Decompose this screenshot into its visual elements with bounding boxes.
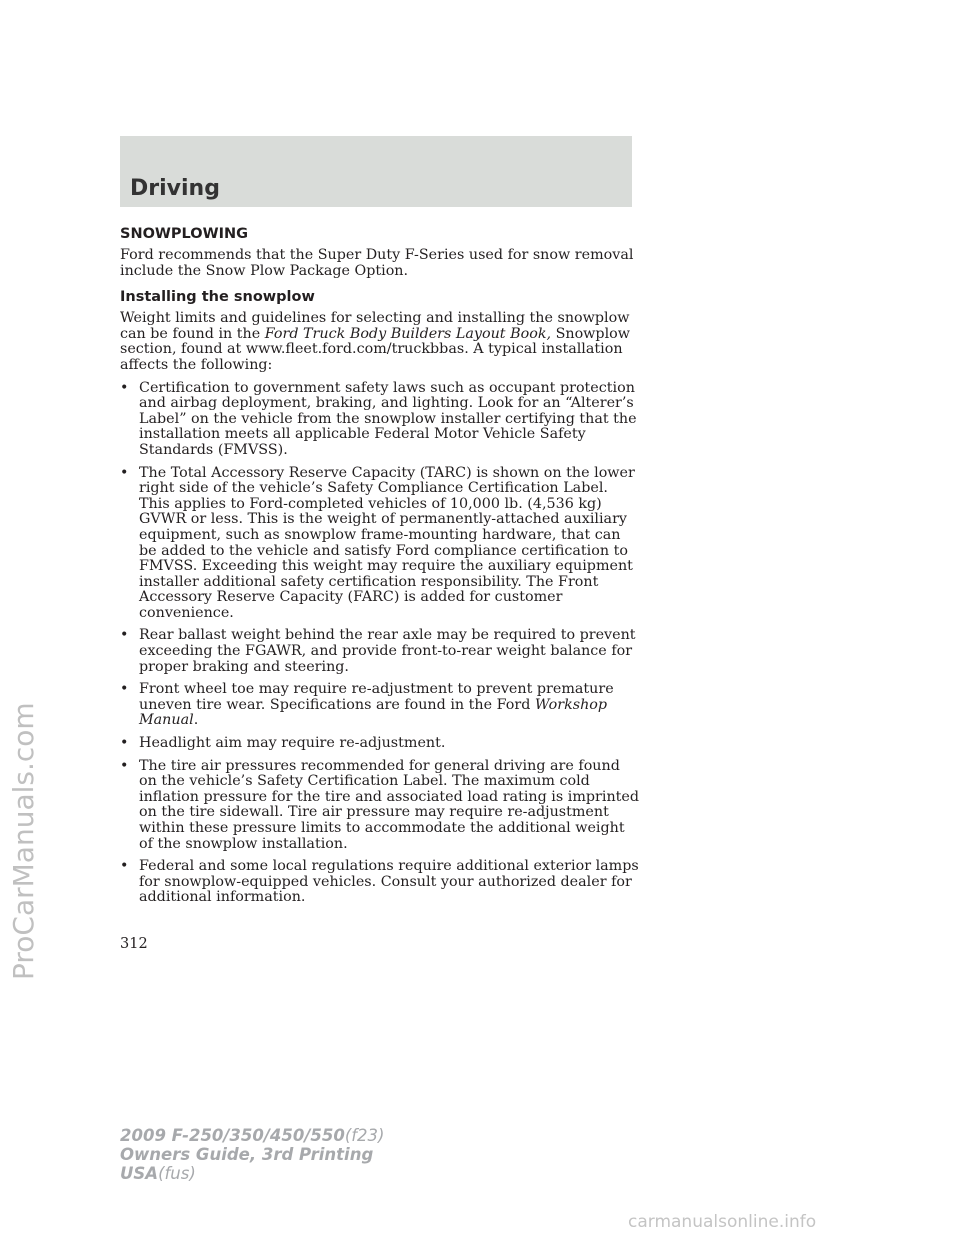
side-watermark: ProCarManuals.com [7, 702, 40, 980]
footer-region-line [120, 1164, 385, 1183]
footer-model: 2009 F-250/350/450/550 [120, 1126, 345, 1145]
bullet-icon: • [120, 858, 129, 875]
list-item [120, 759, 640, 853]
bullet-icon: • [120, 464, 129, 481]
list-item-text: The Total Accessory Reserve Capacity (TARC) is shown on the lower right side of the vehicle’s Safety Compliance Certification Label. This applies to Ford-completed vehicles of 10,000 lb. (4,536 kg) GVWR or less. This is the weight of permanently-attached auxiliary equipment, such as snowplow frame-mounting hardware, that can be added to the vehicle and satisfy Ford compliance certification to FMVSS. Exceeding this weight may require the auxiliary equipment installer additional safety certification responsibility. The Front Accessory Reserve Capacity (FARC) is added for customer convenience. [139, 464, 635, 621]
list-item-text: Federal and some local regulations require additional exterior lamps for snowplow-equipped vehicles. Consult your authorized dealer for additional information. [139, 858, 639, 906]
bullet-icon: • [120, 681, 129, 698]
list-item-text: Certification to government safety laws such as occupant protection and airbag deployment, braking, and lighting. Look for an “Alterer’s Label” on the vehicle from the snowplow installer certifying that the installation meets all applicable Federal Motor Vehicle Safety Standards (FMVSS). [139, 379, 637, 458]
list-item [120, 466, 640, 622]
install-text-start: Weight limits and guidelines for selecting and installing the snowplow can be found in the [120, 310, 630, 342]
footer-model-line [120, 1126, 385, 1145]
list-item-text: Front wheel toe may require re-adjustment to prevent premature uneven tire wear. Specifications are found in the Ford [139, 681, 614, 713]
list-item-text: Headlight aim may require re-adjustment. [139, 735, 446, 752]
book-reference: Ford Truck Body Builders Layout Book, [264, 325, 552, 342]
footer-model-code: (f23) [344, 1126, 385, 1145]
requirements-list [120, 381, 640, 906]
bullet-icon: • [120, 757, 129, 774]
list-item [120, 859, 640, 906]
install-paragraph [120, 311, 640, 373]
list-item [120, 381, 640, 459]
bullet-icon: • [120, 627, 129, 644]
list-item-text: Rear ballast weight behind the rear axle may be required to prevent exceeding the FGAWR, and provide front-to-rear weight balance for proper braking and steering. [139, 627, 636, 675]
manual-reference: Workshop Manual [139, 696, 608, 729]
chapter-title: Driving [130, 176, 220, 201]
intro-paragraph: Ford recommends that the Super Duty F-Series used for snow removal include the Snow Plow Package Option. [120, 247, 634, 279]
list-item [120, 628, 640, 675]
page-content [120, 220, 640, 906]
bullet-icon: • [120, 379, 129, 396]
footer-region: USA [120, 1164, 159, 1183]
document-footer [120, 1126, 385, 1183]
footer-guide: Owners Guide, 3rd Printing [120, 1145, 374, 1164]
bottom-watermark: carmanualsonline.info [628, 1212, 817, 1232]
section-heading: SNOWPLOWING [120, 226, 249, 242]
list-item [120, 682, 640, 729]
page-number: 312 [120, 936, 148, 952]
footer-region-code: (fus) [158, 1164, 196, 1183]
section-header-band [120, 136, 632, 207]
list-item-text: The tire air pressures recommended for general driving are found on the vehicle’s Safety Certification Label. The maximum cold inflation pressure for the tire and associated load rating is imprinted on the tire sidewall. Tire air pressure may require re-adjustment within these pressure limits to accommodate the additional weight of the snowplow installation. [139, 757, 640, 852]
list-item [120, 736, 640, 752]
bullet-icon: • [120, 735, 129, 752]
install-text-end: Snowplow section, found at www.fleet.ford.com/truckbbas. A typical installation affects the following: [120, 325, 630, 373]
sub-heading: Installing the snowplow [120, 289, 315, 306]
list-item-end: . [193, 712, 199, 729]
